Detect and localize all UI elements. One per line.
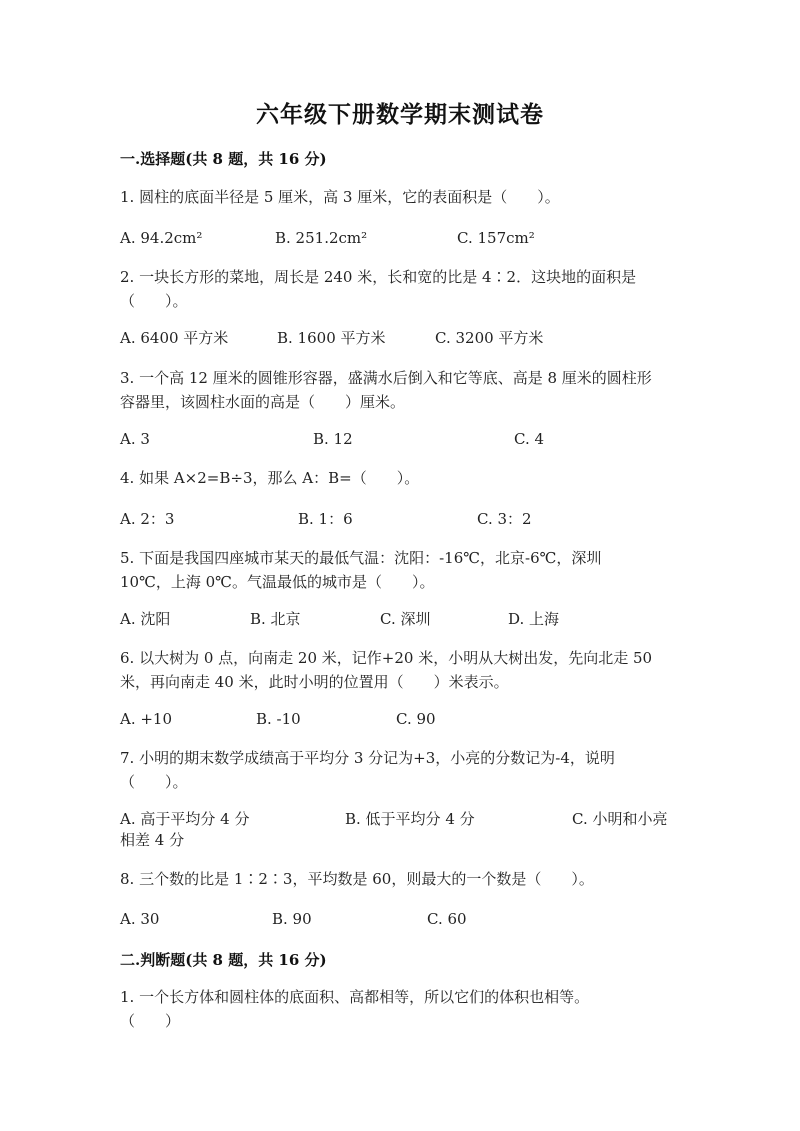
- q6-option-a: A. +10: [120, 710, 173, 728]
- question-6-line-2: 米，再向南走 40 米，此时小明的位置用（ ）米表示。: [120, 673, 509, 691]
- question-4: 4. 如果 A×2=B÷3，那么 A：B=（ ）。: [120, 469, 420, 487]
- q7-option-b: B. 低于平均分 4 分: [345, 810, 475, 828]
- q2-option-c: C. 3200 平方米: [435, 329, 544, 347]
- question-3-line-2: 容器里，该圆柱水面的高是（ ）厘米。: [120, 393, 406, 411]
- question-5-line-2: 10℃，上海 0℃。气温最低的城市是（ ）。: [120, 573, 435, 591]
- page-title: 六年级下册数学期末测试卷: [256, 101, 544, 128]
- q1-option-a: A. 94.2cm²: [120, 229, 203, 247]
- question-1: 1. 圆柱的底面半径是 5 厘米，高 3 厘米，它的表面积是（ ）。: [120, 188, 560, 206]
- q6-option-c: C. 90: [396, 710, 436, 728]
- q3-option-c: C. 4: [514, 430, 545, 448]
- q5-option-c: C. 深圳: [380, 610, 431, 628]
- q7-option-c-continued: 相差 4 分: [120, 831, 185, 849]
- section-heading-choice: 一.选择题(共 8 题，共 16 分): [120, 150, 327, 168]
- q3-option-a: A. 3: [120, 430, 150, 448]
- q8-option-b: B. 90: [272, 910, 312, 928]
- question-3-line-1: 3. 一个高 12 厘米的圆锥形容器，盛满水后倒入和它等底、高是 8 厘米的圆柱形: [120, 369, 652, 387]
- q6-option-b: B. -10: [256, 710, 301, 728]
- q1-option-b: B. 251.2cm²: [275, 229, 368, 247]
- section-heading-judgement: 二.判断题(共 8 题，共 16 分): [120, 951, 327, 969]
- q2-option-b: B. 1600 平方米: [277, 329, 386, 347]
- q3-option-b: B. 12: [313, 430, 353, 448]
- question-2-line-1: 2. 一块长方形的菜地，周长是 240 米，长和宽的比是 4∶2．这块地的面积是: [120, 268, 637, 286]
- question-6-line-1: 6. 以大树为 0 点，向南走 20 米，记作+20 米，小明从大树出发，先向北走 50: [120, 649, 653, 667]
- q5-option-b: B. 北京: [250, 610, 301, 628]
- judgement-question-1-line-2: （ ）: [120, 1012, 181, 1030]
- judgement-question-1-line-1: 1. 一个长方体和圆柱体的底面积、高都相等，所以它们的体积也相等。: [120, 988, 590, 1006]
- question-8: 8. 三个数的比是 1∶2∶3，平均数是 60，则最大的一个数是（ ）。: [120, 870, 594, 888]
- q8-option-c: C. 60: [427, 910, 467, 928]
- q2-option-a: A. 6400 平方米: [120, 329, 229, 347]
- question-2-line-2: （ ）。: [120, 292, 188, 310]
- q4-option-b: B. 1：6: [298, 510, 353, 528]
- question-7-line-1: 7. 小明的期末数学成绩高于平均分 3 分记为+3，小亮的分数记为-4，说明: [120, 749, 615, 767]
- q8-option-a: A. 30: [120, 910, 160, 928]
- q1-option-c: C. 157cm²: [457, 229, 535, 247]
- question-5-line-1: 5. 下面是我国四座城市某天的最低气温：沈阳：-16℃，北京-6℃，深圳: [120, 549, 602, 567]
- question-7-line-2: （ ）。: [120, 773, 188, 791]
- q5-option-d: D. 上海: [508, 610, 560, 628]
- q7-option-c: C. 小明和小亮: [572, 810, 668, 828]
- q4-option-c: C. 3：2: [477, 510, 532, 528]
- q4-option-a: A. 2：3: [120, 510, 175, 528]
- q7-option-a: A. 高于平均分 4 分: [120, 810, 250, 828]
- q5-option-a: A. 沈阳: [120, 610, 171, 628]
